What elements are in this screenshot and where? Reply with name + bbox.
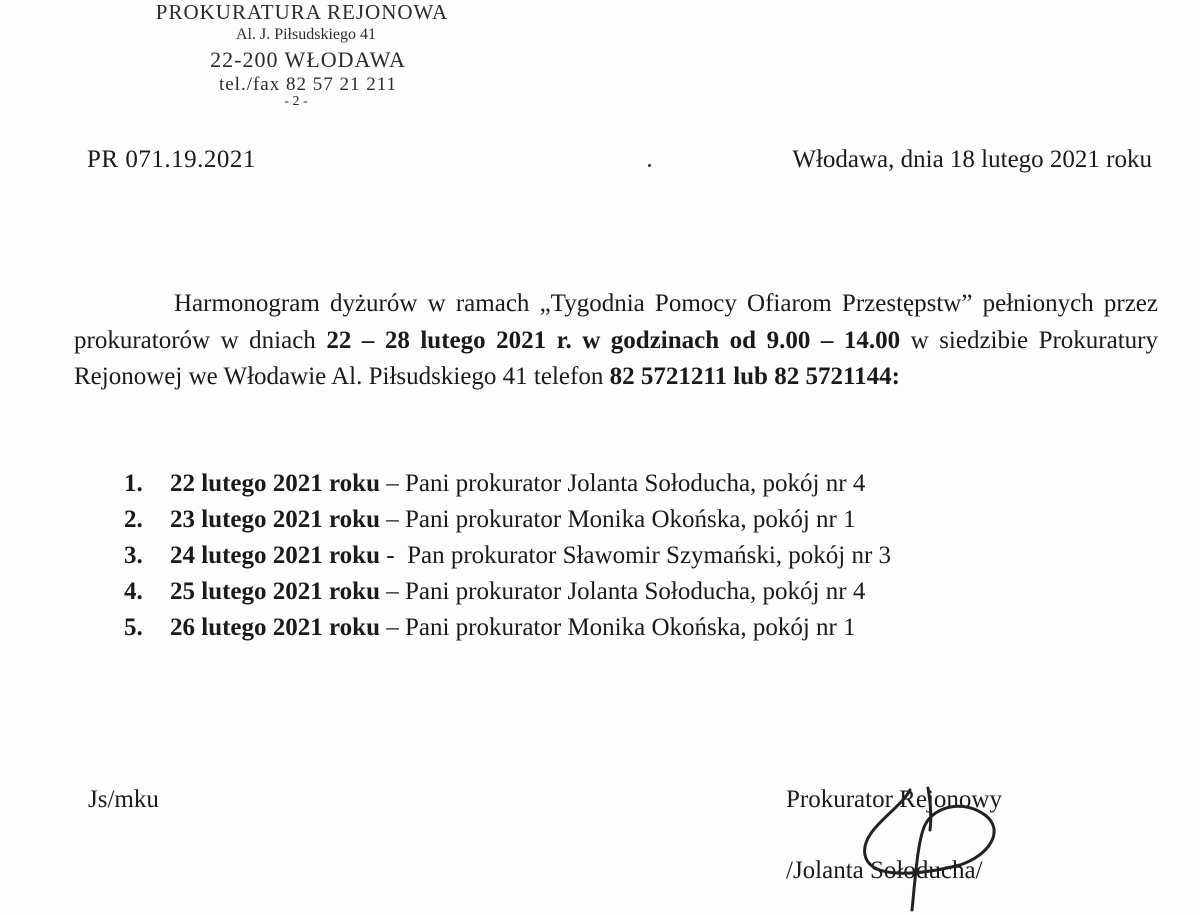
list-item-date: 22 lutego 2021 roku bbox=[170, 470, 380, 497]
list-item-text: Pani prokurator Monika Okońska, pokój nr 1 bbox=[404, 506, 856, 533]
list-item-text: Pani prokurator Jolanta Sołoducha, pokój nr 4 bbox=[404, 578, 866, 605]
list-item-date: 25 lutego 2021 roku bbox=[170, 578, 380, 605]
list-item-text: Pan prokurator Sławomir Szymański, pokój nr 3 bbox=[407, 542, 892, 569]
list-item bbox=[124, 502, 891, 538]
list-item-date: 26 lutego 2021 roku bbox=[170, 614, 380, 641]
document-reference: PR 071.19.2021 bbox=[87, 146, 256, 173]
stamp-number: - 2 - bbox=[284, 94, 308, 109]
stamp-city: 22-200 WŁODAWA bbox=[210, 47, 406, 72]
announcement-paragraph bbox=[74, 286, 1158, 396]
paragraph-dates-hours: 22 – 28 lutego 2021 r. w godzinach od 9.00 – 14.00 bbox=[326, 326, 901, 354]
list-item-number: 3. bbox=[124, 542, 143, 569]
list-item-text: Pani prokurator Monika Okońska, pokój nr 1 bbox=[404, 614, 856, 641]
list-item-text: Pani prokurator Jolanta Sołoducha, pokój nr 4 bbox=[404, 470, 866, 497]
list-item bbox=[124, 466, 891, 502]
list-item-separator: – bbox=[379, 614, 405, 641]
duty-schedule-list bbox=[124, 466, 891, 646]
list-item-separator: – bbox=[379, 578, 405, 605]
stamp-office-name: PROKURATURA REJONOWA bbox=[155, 0, 449, 24]
handwritten-signature bbox=[840, 770, 1020, 915]
paragraph-text-1: Harmonogram dyżurów w ramach „Tygodnia Pomocy Ofiarom Przestępstw” pełnionych przez prokuratorów w dniach bbox=[74, 290, 1158, 354]
list-item-separator: – bbox=[379, 470, 405, 497]
list-item-separator: - bbox=[379, 542, 408, 569]
paragraph-phones: 82 5721211 lub 82 5721144: bbox=[609, 363, 900, 390]
list-item-number: 2. bbox=[124, 506, 143, 533]
list-item-date: 23 lutego 2021 roku bbox=[170, 506, 380, 533]
list-item bbox=[124, 574, 891, 610]
stamp-phone: tel./fax 82 57 21 211 bbox=[218, 74, 398, 95]
signatory-title: Prokurator Rejonowy bbox=[786, 786, 1002, 813]
stamp-street: Al. J. Piłsudskiego 41 bbox=[235, 26, 376, 43]
stray-mark bbox=[648, 164, 651, 167]
place-date: Włodawa, dnia 18 lutego 2021 roku bbox=[792, 146, 1152, 173]
list-item bbox=[124, 610, 891, 646]
office-stamp bbox=[150, 0, 470, 109]
list-item-number: 4. bbox=[124, 578, 143, 605]
list-item bbox=[124, 538, 891, 574]
paragraph-text-2: w siedzibie Prokuratury Rejonowej we Włodawie Al. Piłsudskiego 41 telefon bbox=[74, 326, 1158, 390]
author-initials: Js/mku bbox=[88, 786, 159, 813]
list-item-separator: – bbox=[379, 506, 405, 533]
signatory-name: /Jolanta Sołoducha/ bbox=[786, 857, 983, 884]
list-item-date: 24 lutego 2021 roku bbox=[170, 542, 380, 569]
list-item-number: 5. bbox=[124, 614, 143, 641]
list-item-number: 1. bbox=[124, 470, 143, 497]
